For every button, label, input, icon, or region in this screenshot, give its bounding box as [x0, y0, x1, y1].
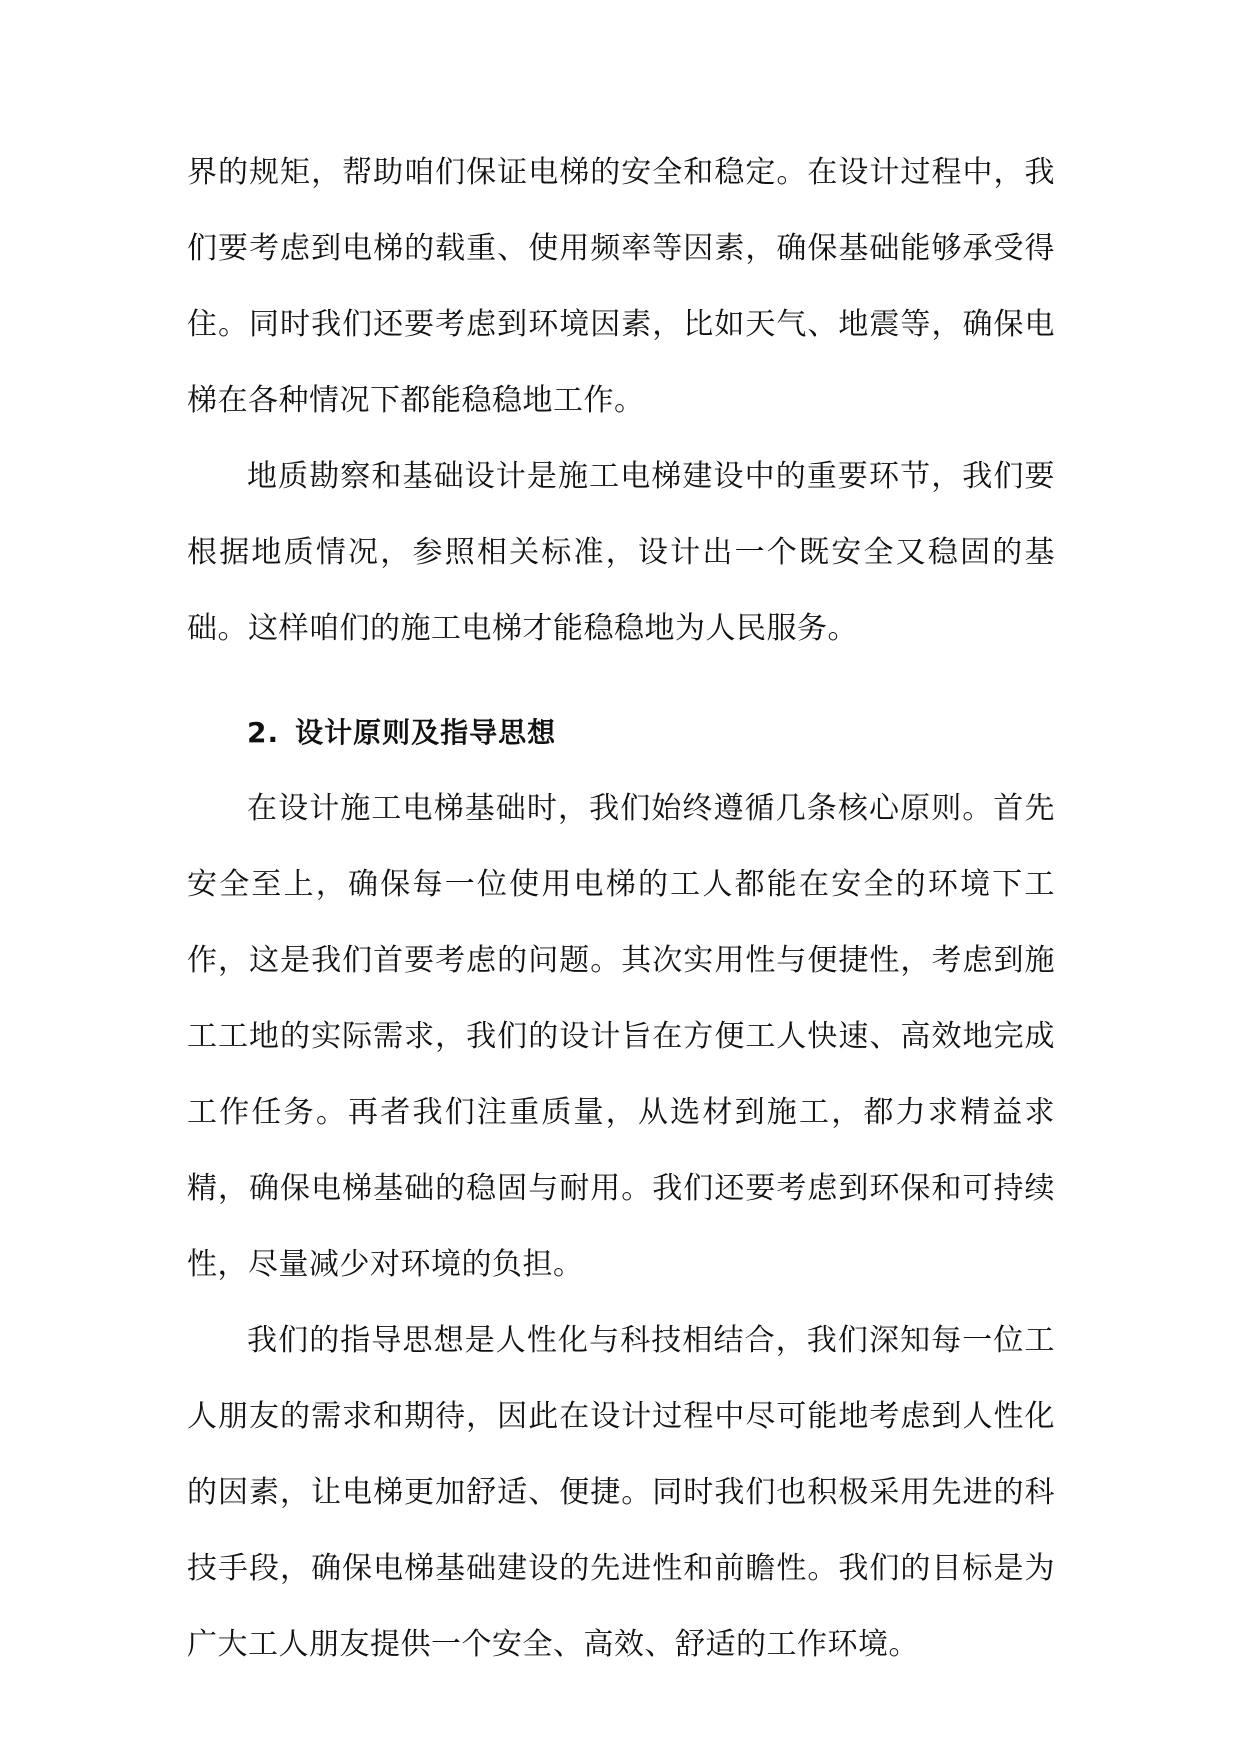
- section-number: 2.: [247, 716, 280, 749]
- paragraph-geology-foundation: 地质勘察和基础设计是施工电梯建设中的重要环节，我们要根据地质情况，参照相关标准，设计出一个既安全又稳固的基础。这样咱们的施工电梯才能稳稳地为人民服务。: [187, 459, 1055, 646]
- document-body: [187, 135, 1055, 1683]
- paragraph-design-principles: 在设计施工电梯基础时，我们始终遵循几条核心原则。首先安全至上，确保每一位使用电梯的工人都能在安全的环境下工作，这是我们首要考虑的问题。其次实用性与便捷性，考虑到施工工地的实际需求，我们的设计旨在方便工人快速、高效地完成工作任务。再者我们注重质量，从选材到施工，都力求精益求精，确保电梯基础的稳固与耐用。我们还要考虑到环保和可持续性，尽量减少对环境的负担。: [187, 791, 1055, 1282]
- section-heading: [187, 695, 1055, 771]
- section-title: 设计原则及指导思想: [295, 716, 557, 749]
- paragraph-continued: 界的规矩，帮助咱们保证电梯的安全和稳定。在设计过程中，我们要考虑到电梯的载重、使用频率等因素，确保基础能够承受得住。同时我们还要考虑到环境因素，比如天气、地震等，确保电梯在各种情况下都能稳稳地工作。: [187, 155, 1055, 418]
- paragraph-guiding-ideology: 我们的指导思想是人性化与科技相结合，我们深知每一位工人朋友的需求和期待，因此在设计过程中尽可能地考虑到人性化的因素，让电梯更加舒适、便捷。同时我们也积极采用先进的科技手段，确保电梯基础建设的先进性和前瞻性。我们的目标是为广大工人朋友提供一个安全、高效、舒适的工作环境。: [187, 1323, 1055, 1662]
